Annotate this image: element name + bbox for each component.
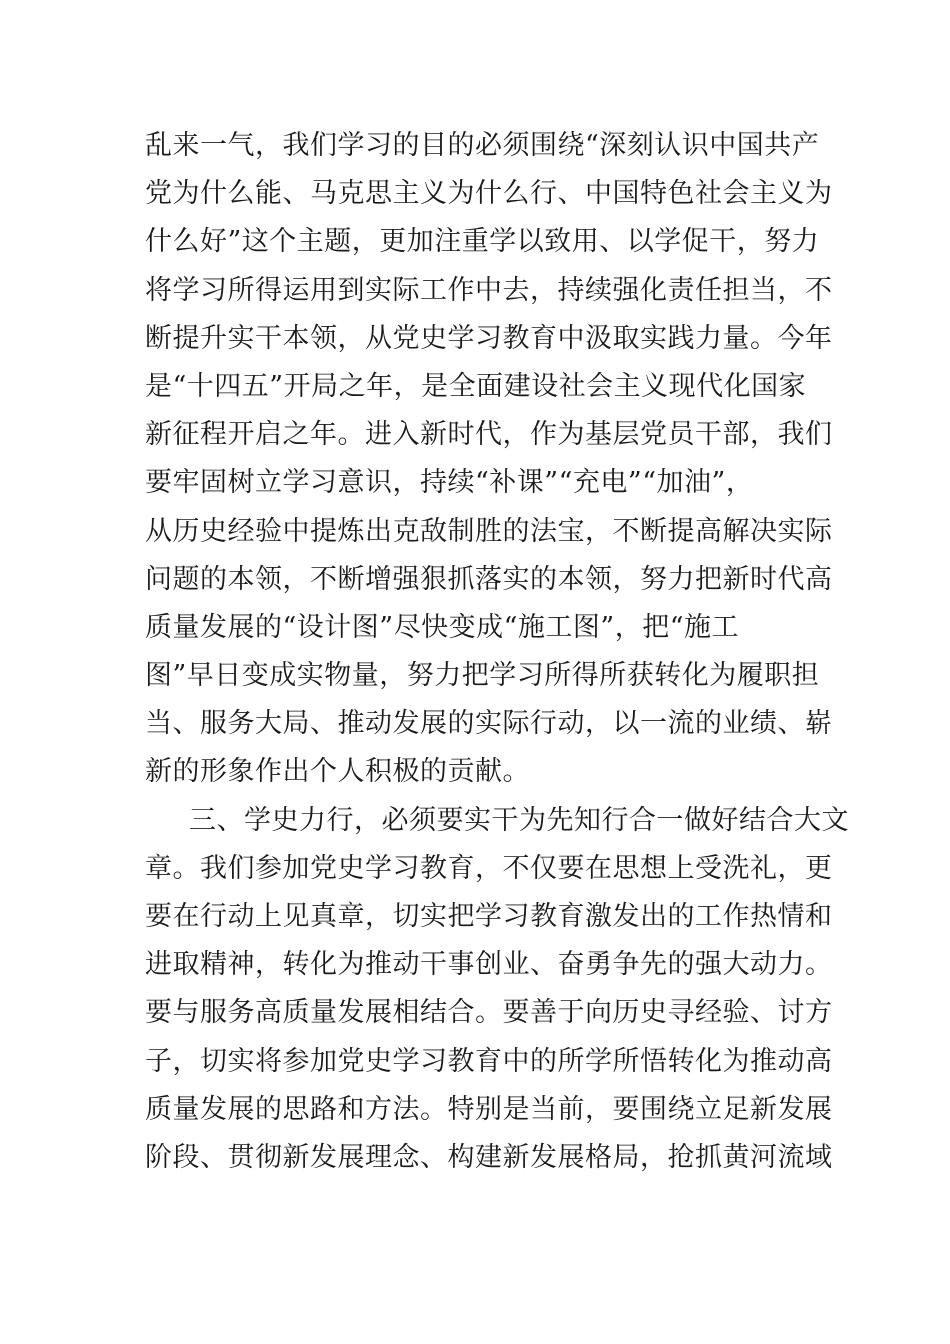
text-line: 将学习所得运用到实际工作中去，持续强化责任担当，不 — [145, 274, 833, 306]
paragraph-continuation — [145, 122, 833, 797]
text-line: 是“十四五”开局之年，是全面建设社会主义现代化国家 — [145, 370, 807, 402]
text-line: 什么好”这个主题，更加注重学以致用、以学促干，努力 — [145, 226, 820, 258]
text-line: 当、服务大局、推动发展的实际行动，以一流的业绩、崭 — [145, 708, 833, 740]
text-line: 进取精神，转化为推动干事创业、奋勇争先的强大动力。 — [145, 949, 833, 981]
text-line: 要与服务高质量发展相结合。要善于向历史寻经验、讨方 — [145, 997, 833, 1029]
text-line: 断提升实干本领，从党史学习教育中汲取实践力量。今年 — [145, 322, 833, 354]
text-line: 图”早日变成实物量，努力把学习所得所获转化为履职担 — [145, 660, 820, 692]
text-line: 子，切实将参加党史学习教育中的所学所悟转化为推动高 — [145, 1045, 833, 1077]
text-line: 新的形象作出个人积极的贡献。 — [145, 756, 530, 788]
text-line: 党为什么能、马克思主义为什么行、中国特色社会主义为 — [145, 178, 833, 210]
paragraph-section-three — [145, 797, 849, 1183]
document-body — [145, 122, 849, 1182]
text-line: 要牢固树立学习意识，持续“补课”“充电”“加油”， — [145, 467, 754, 499]
text-line-first: 三、学史力行，必须要实干为先知行合一做好结合大文 — [189, 804, 849, 836]
text-line: 质量发展的“设计图”尽快变成“施工图”，把“施工 — [145, 611, 740, 643]
text-line: 从历史经验中提炼出克敌制胜的法宝，不断提高解决实际 — [145, 515, 833, 547]
text-line: 乱来一气，我们学习的目的必须围绕“深刻认识中国共产 — [145, 130, 820, 161]
text-line: 新征程开启之年。进入新时代，作为基层党员干部，我们 — [145, 419, 833, 451]
text-line: 问题的本领，不断增强狠抓落实的本领，努力把新时代高 — [145, 563, 833, 595]
text-line: 阶段、贯彻新发展理念、构建新发展格局，抢抓黄河流域 — [145, 1141, 833, 1173]
text-line: 章。我们参加党史学习教育，不仅要在思想上受洗礼，更 — [145, 852, 833, 884]
text-line: 质量发展的思路和方法。特别是当前，要围绕立足新发展 — [145, 1093, 833, 1125]
text-line: 要在行动上见真章，切实把学习教育激发出的工作热情和 — [145, 901, 833, 932]
